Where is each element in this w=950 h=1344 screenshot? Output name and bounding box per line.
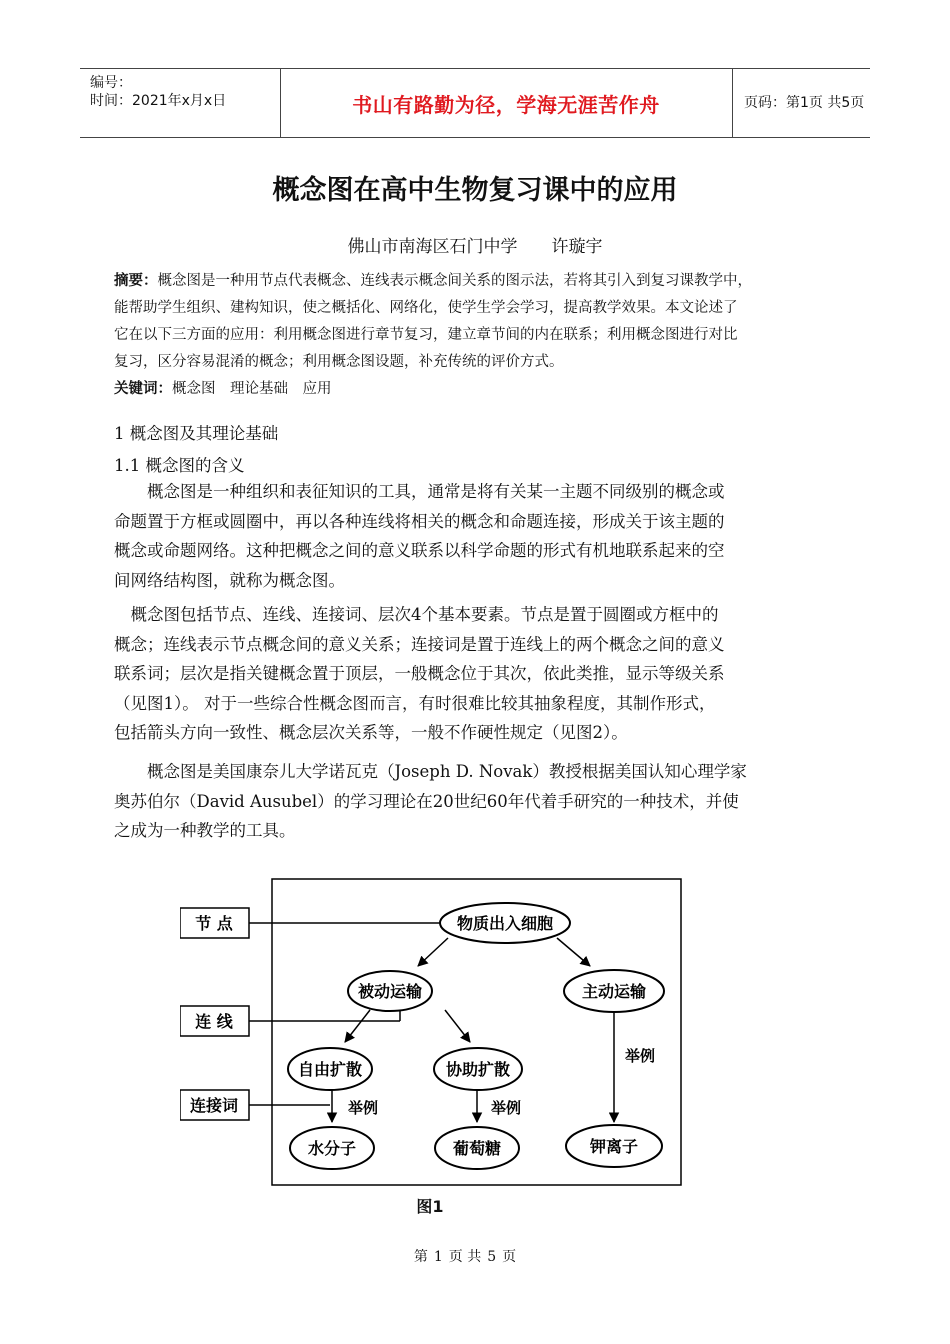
connector-arrow — [557, 938, 590, 966]
connector-arrow — [445, 1010, 470, 1042]
time-label: 时间：2021年x月x日 — [90, 93, 227, 109]
concept-node-text: 自由扩散 — [297, 1060, 363, 1079]
abstract-line: 复习，区分容易混淆的概念；利用概念图设题，补充传统的评价方式。 — [114, 354, 564, 370]
abstract — [114, 268, 850, 403]
page-footer — [0, 1246, 950, 1266]
header-page-cell — [732, 69, 870, 137]
abstract-line: 它在以下三方面的应用：利用概念图进行章节复习，建立章节间的内在联系；利用概念图进行对比 — [114, 327, 738, 343]
concept-node-text: 主动运输 — [581, 982, 647, 1001]
header-table — [80, 68, 870, 138]
paragraph-3 — [114, 757, 838, 846]
abstract-line: 能帮助学生组织、建构知识，使之概括化、网络化，使学生学会学习，提高教学效果。本文论述了 — [114, 300, 738, 316]
footer-total-pages: 5 — [487, 1249, 497, 1265]
abstract-line: 概念图是一种用节点代表概念、连线表示概念间关系的图示法，若将其引入到复习课教学中， — [157, 273, 752, 289]
paragraph-2 — [114, 600, 838, 748]
connector-arrow — [345, 1010, 370, 1042]
paragraph-line: 之成为一种教学的工具。 — [114, 821, 296, 840]
node-label: 节 点 — [195, 914, 233, 933]
paragraph-line: 间网络结构图，就称为概念图。 — [114, 570, 345, 590]
link-word-text: 举例 — [625, 1047, 656, 1065]
footer-mid: 页 共 — [448, 1249, 482, 1265]
link-word-text: 举例 — [348, 1099, 379, 1117]
link-word-label: 连接词 — [189, 1096, 239, 1115]
paragraph-line: 命题置于方框或圆圈中，再以各种连线将相关的概念和命题连接，形成关于该主题的 — [114, 511, 725, 531]
keywords: 概念图 理论基础 应用 — [172, 381, 332, 397]
footer-prefix: 第 — [413, 1249, 428, 1265]
line-label: 连 线 — [195, 1012, 233, 1031]
subsection-heading: 1.1 概念图的含义 — [114, 456, 245, 475]
page-info: 页码：第1页 共5页 — [744, 95, 865, 111]
concept-node-text: 钾离子 — [589, 1137, 639, 1156]
header-left-cell — [80, 69, 281, 137]
concept-node-text: 协助扩散 — [445, 1060, 511, 1079]
paragraph-line: 概念图是美国康奈儿大学诺瓦克（Joseph D. Novak）教授根据美国认知心理学家 — [114, 762, 747, 781]
paragraph-line: （见图1）。 对于一些综合性概念图而言，有时很难比较其抽象程度，其制作形式， — [114, 693, 716, 713]
paragraph-line: 概念；连线表示节点概念间的意义关系；连接词是置于连线上的两个概念之间的意义 — [114, 634, 725, 654]
paragraph-line: 联系词；层次是指关键概念置于顶层，一般概念位于其次，依此类推，显示等级关系 — [114, 664, 725, 683]
header-motto-cell — [280, 69, 733, 137]
paragraph-line: 概念图包括节点、连线、连接词、层次4个基本要素。节点是置于圆圈或方框中的 — [114, 605, 719, 624]
concept-node-text: 水分子 — [307, 1139, 357, 1158]
link-word-text: 举例 — [491, 1099, 522, 1117]
paragraph-line: 概念或命题网络。这种把概念之间的意义联系以科学命题的形式有机地联系起来的空 — [114, 541, 725, 560]
paragraph-line: 概念图是一种组织和表征知识的工具，通常是将有关某一主题不同级别的概念或 — [114, 482, 725, 501]
motto: 书山有路勤为径，学海无涯苦作舟 — [352, 92, 660, 117]
author-school: 佛山市南海区石门中学 — [347, 237, 518, 257]
number-label: 编号： — [90, 75, 132, 91]
footer-page-number: 1 — [433, 1249, 443, 1265]
concept-node-text: 物质出入细胞 — [456, 914, 554, 933]
concept-node-text: 被动运输 — [357, 982, 423, 1001]
concept-map-figure — [180, 878, 690, 1188]
concept-node-text: 葡萄糖 — [452, 1139, 502, 1158]
footer-suffix: 页 — [502, 1249, 517, 1265]
paragraph-line: 奥苏伯尔（David Ausubel）的学习理论在20世纪60年代着手研究的一种技术，并使 — [114, 791, 739, 811]
author-name: 许璇宇 — [551, 237, 603, 257]
abstract-label: 摘要： — [114, 273, 158, 289]
connector-arrow — [418, 938, 448, 966]
paragraph-line: 包括箭头方向一致性、概念层次关系等，一般不作硬性规定（见图2）。 — [114, 723, 628, 742]
figure-caption: 图1 — [416, 1197, 444, 1216]
author-line — [0, 232, 950, 257]
keywords-label: 关键词： — [114, 381, 172, 397]
page-title: 概念图在高中生物复习课中的应用 — [272, 175, 678, 206]
paragraph-1 — [114, 477, 838, 595]
section-heading: 1 概念图及其理论基础 — [114, 424, 279, 443]
